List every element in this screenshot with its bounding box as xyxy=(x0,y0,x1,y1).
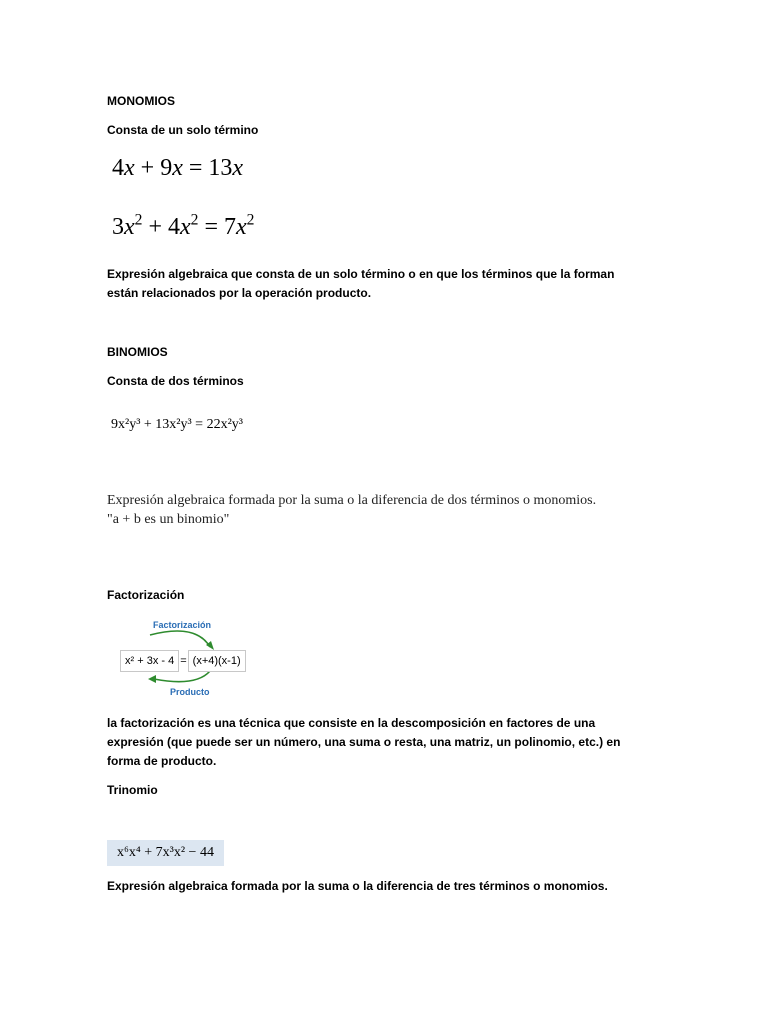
arrow-bottom xyxy=(154,671,210,682)
equals-sign: = xyxy=(180,655,187,667)
monomio-equation-2: $3x^2 + 4x^2 = 7x^2$ xyxy=(112,211,255,240)
arrow-bottom-head xyxy=(148,675,156,683)
binomios-description xyxy=(107,491,667,529)
factorizacion-description: la factorización es una técnica que consiste en la descomposición en factores de una expresión (que puede ser un número, una suma o resta, una matriz, un polinomio, etc.) en forma de producto. xyxy=(107,716,621,768)
producto-label: Producto xyxy=(170,687,210,697)
trinomio-heading: Trinomio xyxy=(107,783,158,797)
monomios-heading: MONOMIOS xyxy=(107,94,175,108)
arrow-top xyxy=(150,631,210,647)
factorizacion-heading: Factorización xyxy=(107,588,185,602)
binomios-subtitle: Consta de dos términos xyxy=(107,374,244,388)
monomio-equation-1: 4x + 9x = 13x xyxy=(112,155,244,181)
factorizacion-expression xyxy=(120,650,246,672)
trinomio-description: Expresión algebraica formada por la suma o la diferencia de tres términos o monomios. xyxy=(107,879,608,893)
monomios-description: Expresión algebraica que consta de un solo término o en que los términos que la forman están relacionados por la operación producto. xyxy=(107,267,615,300)
left-expression: x² + 3x - 4 xyxy=(120,650,179,672)
binomios-heading: BINOMIOS xyxy=(107,345,168,359)
monomios-subtitle: Consta de un solo término xyxy=(107,123,259,137)
binomio-equation: 9x²y³ + 13x²y³ = 22x²y³ xyxy=(111,417,243,432)
factorizacion-label: Factorización xyxy=(153,620,212,630)
trinomio-equation: x⁶x⁴ + 7x³x² − 44 xyxy=(107,840,224,866)
binomios-description-line-2: "a + b es un binomio" xyxy=(107,512,230,527)
factorizacion-diagram xyxy=(118,617,248,701)
right-expression: (x+4)(x-1) xyxy=(188,650,246,672)
binomios-description-line-1: Expresión algebraica formada por la suma o la diferencia de dos términos o monomios. xyxy=(107,493,597,508)
